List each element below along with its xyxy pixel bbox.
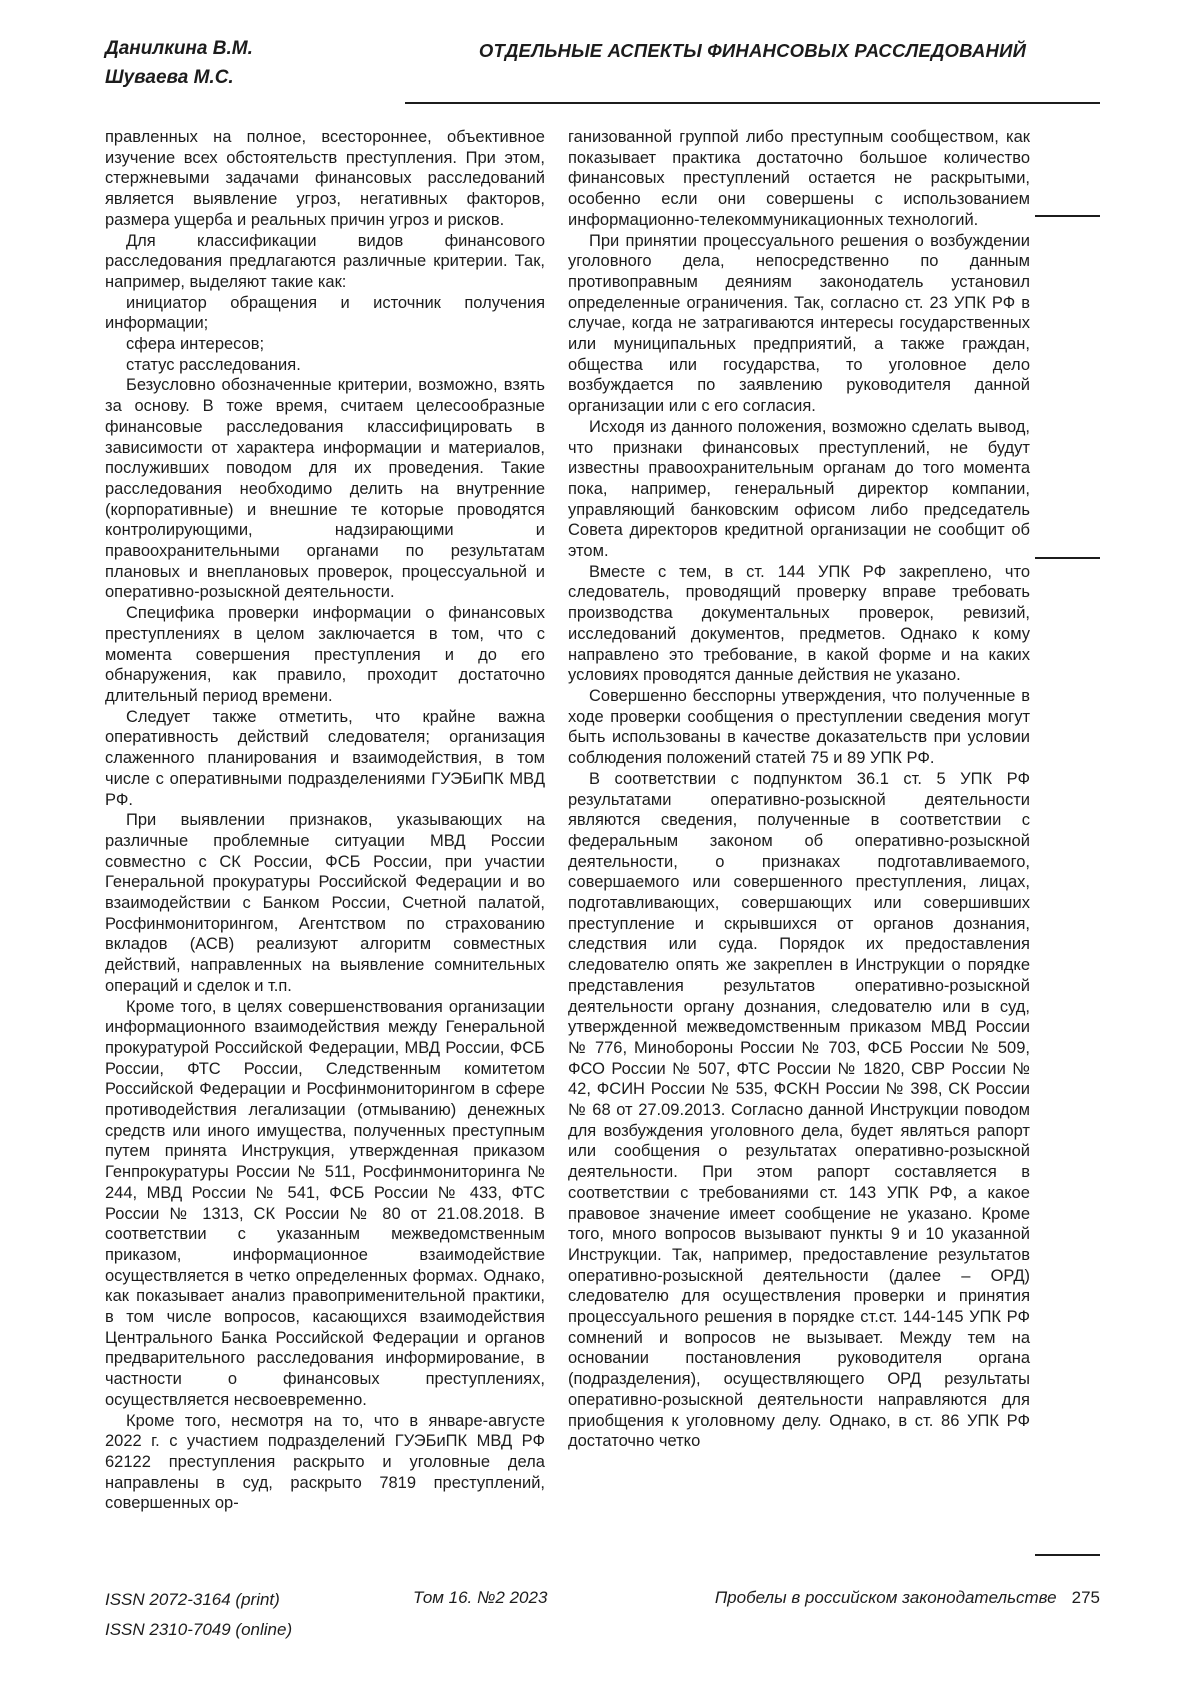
margin-tick [1035,215,1100,217]
paragraph: инициатор обращения и источник получения информации; [105,293,545,333]
paragraph: Кроме того, в целях совершенствования организации информационного взаимодействия между Генеральной прокуратурой Российской Федерации, МВД России, ФСБ России, ФТС России, Следственным комитетом Российской Федерации и Росфинмониторингом в сфере противодействия легализации (отмыванию) денежных средств или иного имущества, полученных преступным путем принята Инструкция, утвержденная приказом Генпрокуратуры России № 511, Росфинмониторинга № 244, МВД России № 541, ФСБ России № 433, ФТС России № 1313, СК России № 80 от 21.08.2018. В соответствии с указанным межведомственным приказом, информационное взаимодействие осуществляется в четко определенных формах. Однако, как показывает анализ правоприменительной практики, в том числе вопросов, касающихся взаимодействия Центрального Банка Российской Федерации и органов предварительного расследования информирование, в частности о финансовых преступлениях, осуществляется несвоевременно. [105,997,545,1409]
paragraph: правленных на полное, всестороннее, объективное изучение всех обстоятельств преступления. При этом, стержневыми задачами финансовых расследований является выявление угроз, негативных факторов, размера ущерба и реальных причин угроз и рисков. [105,128,545,229]
paragraph: Кроме того, несмотря на то, что в январе-августе 2022 г. с участием подразделений ГУЭБиПК МВД РФ 62122 преступления раскрыто и уголовные дела направлены в суд, раскрыто 7819 преступлений, совершенных ор- [105,1411,545,1513]
paragraph: В соответствии с подпунктом 36.1 ст. 5 УПК РФ результатами оперативно-розыскной деятельности являются сведения, полученные в соответствии с федеральным законом об оперативно-розыскной деятельности, о признаках подготавливаемого, совершаемого или совершенного преступления, лицах, подготавливающих, совершающих или совершивших преступление и скрывшихся от органов дознания, следствия или суда. Порядок их предоставления следователю опять же закреплен в Инструкции о порядке представления результатов оперативно-розыскной деятельности органу дознания, следователю или в суд, утвержденной межведомственным приказом МВД России № 776, Минобороны России № 703, ФСБ России № 509, ФСО России № 507, ФТС России № 1820, СВР России № 42, ФСИН России № 535, ФСКН России № 398, СК России № 68 от 27.09.2013. Согласно данной Инструкции поводом для возбуждения уголовного дела, будет являться рапорт или сообщения о результатах оперативно-розыскной деятельности. При этом рапорт составляется в соответствии с требованиями ст. 143 УПК РФ, а какое правовое значение имеет сообщение не указано. Кроме того, много вопросов вызывают пункты 9 и 10 указанной Инструкции. Так, например, предоставление результатов оперативно-розыскной деятельности (далее – ОРД) следователю для осуществления проверки и принятия процессуального решения в порядке ст.ст. 144-145 УПК РФ сомнений и вопросов не вызывает. Между тем на основании постановления руководителя органа (подразделения), осуществляющего ОРД результаты оперативно-розыскной деятельности направляются для приобщения к уголовному делу. Однако, в ст. 86 УПК РФ достаточно четко [568,769,1030,1451]
footer-journal-block [715,1588,1100,1608]
article-title: ОТДЕЛЬНЫЕ АСПЕКТЫ ФИНАНСОВЫХ РАССЛЕДОВАНИЙ [478,40,1027,61]
author-name: Данилкина В.М. [105,38,253,59]
paragraph: Для классификации видов финансового расследования предлагаются различные критерии. Так, например, выделяют такие как: [105,231,545,291]
paragraph: ганизованной группой либо преступным сообществом, как показывает практика достаточно большое количество финансовых преступлений остается не раскрытыми, особенно если они совершены с использованием информационно-телекоммуникационных технологий. [568,128,1030,229]
paragraph: сфера интересов; [126,335,265,354]
volume-info: Том 16. №2 2023 [413,1588,548,1607]
title-block [405,40,1100,62]
issn-block [105,1585,292,1644]
issn-online: ISSN 2310-7049 (online) [105,1619,293,1639]
authors-block [105,34,253,93]
author-name: Шуваева М.С. [105,67,234,89]
journal-name: Пробелы в российском законодательстве [714,1588,1057,1607]
margin-tick [1035,557,1100,559]
paragraph: Безусловно обозначенные критерии, возможно, взять за основу. В тоже время, считаем целесообразные финансовые расследования классифицировать в зависимости от характера информации и материалов, послуживших поводом для их проведения. Такие расследования необходимо делить на внутренние (корпоративные) и внешние те которые проводятся контролирующими, надзирающими и правоохранительными органами по результатам плановых и внеплановых проверок, процессуальной и оперативно-розыскной деятельности. [105,376,545,602]
paragraph: Исходя из данного положения, возможно сделать вывод, что признаки финансовых преступлений, не будут известны правоохранительным органам до того момента пока, например, генеральный директор компании, управляющий банковским офисом либо председатель Совета директоров кредитной организации не сообщит об этом. [568,417,1030,561]
paragraph: Специфика проверки информации о финансовых преступлениях в целом заключается в том, что с момента совершения преступления и до его обнаружения, как правило, проходит достаточно длительный период времени. [105,604,545,705]
paragraph: Следует также отметить, что крайне важна оперативность действий следователя; организация слаженного планирования и взаимодействия, в том числе с оперативными подразделениями ГУЭБиПК МВД РФ. [105,707,545,809]
left-column [105,127,545,1514]
article-body [105,127,1030,1514]
paragraph: При принятии процессуального решения о возбуждении уголовного дела, непосредственно по данным противоправным деяниям законодатель установил определенные ограничения. Так, согласно ст. 23 УПК РФ в случае, когда не затрагиваются интересы государственных или муниципальных предприятий, а также граждан, общества или государства, то уголовное дело возбуждается по заявлению руководителя данной организации или с его согласия. [568,231,1030,416]
paragraph: статус расследования. [126,355,301,374]
paragraph: Вместе с тем, в ст. 144 УПК РФ закреплено, что следователь, проводящий проверку вправе требовать производства документальных проверок, ревизий, исследований документов, предметов. Однако к кому направлено это требование, в какой форме и на каких условиях проводятся данные действия не указано. [568,562,1030,685]
header-divider [405,102,1100,104]
paragraph: При выявлении признаков, указывающих на различные проблемные ситуации МВД России совместно с СК России, ФСБ России, при участии Генеральной прокуратуры Российской Федерации и во взаимодействии с Банком России, Счетной палатой, Росфинмониторингом, Агентством по страхованию вкладов (АСВ) реализуют алгоритм совместных действий, направленных на выявление сомнительных операций и сделок и т.п. [105,811,545,995]
right-column [568,127,1030,1514]
paragraph: Совершенно бесспорны утверждения, что полученные в ходе проверки сообщения о преступлении сведения могут быть использованы в качестве доказательств при условии соблюдения положений статей 75 и 89 УПК РФ. [568,686,1030,768]
page-number: 275 [1071,1588,1100,1607]
issn-print: ISSN 2072-3164 (print) [105,1590,280,1609]
margin-tick [1035,1554,1100,1556]
